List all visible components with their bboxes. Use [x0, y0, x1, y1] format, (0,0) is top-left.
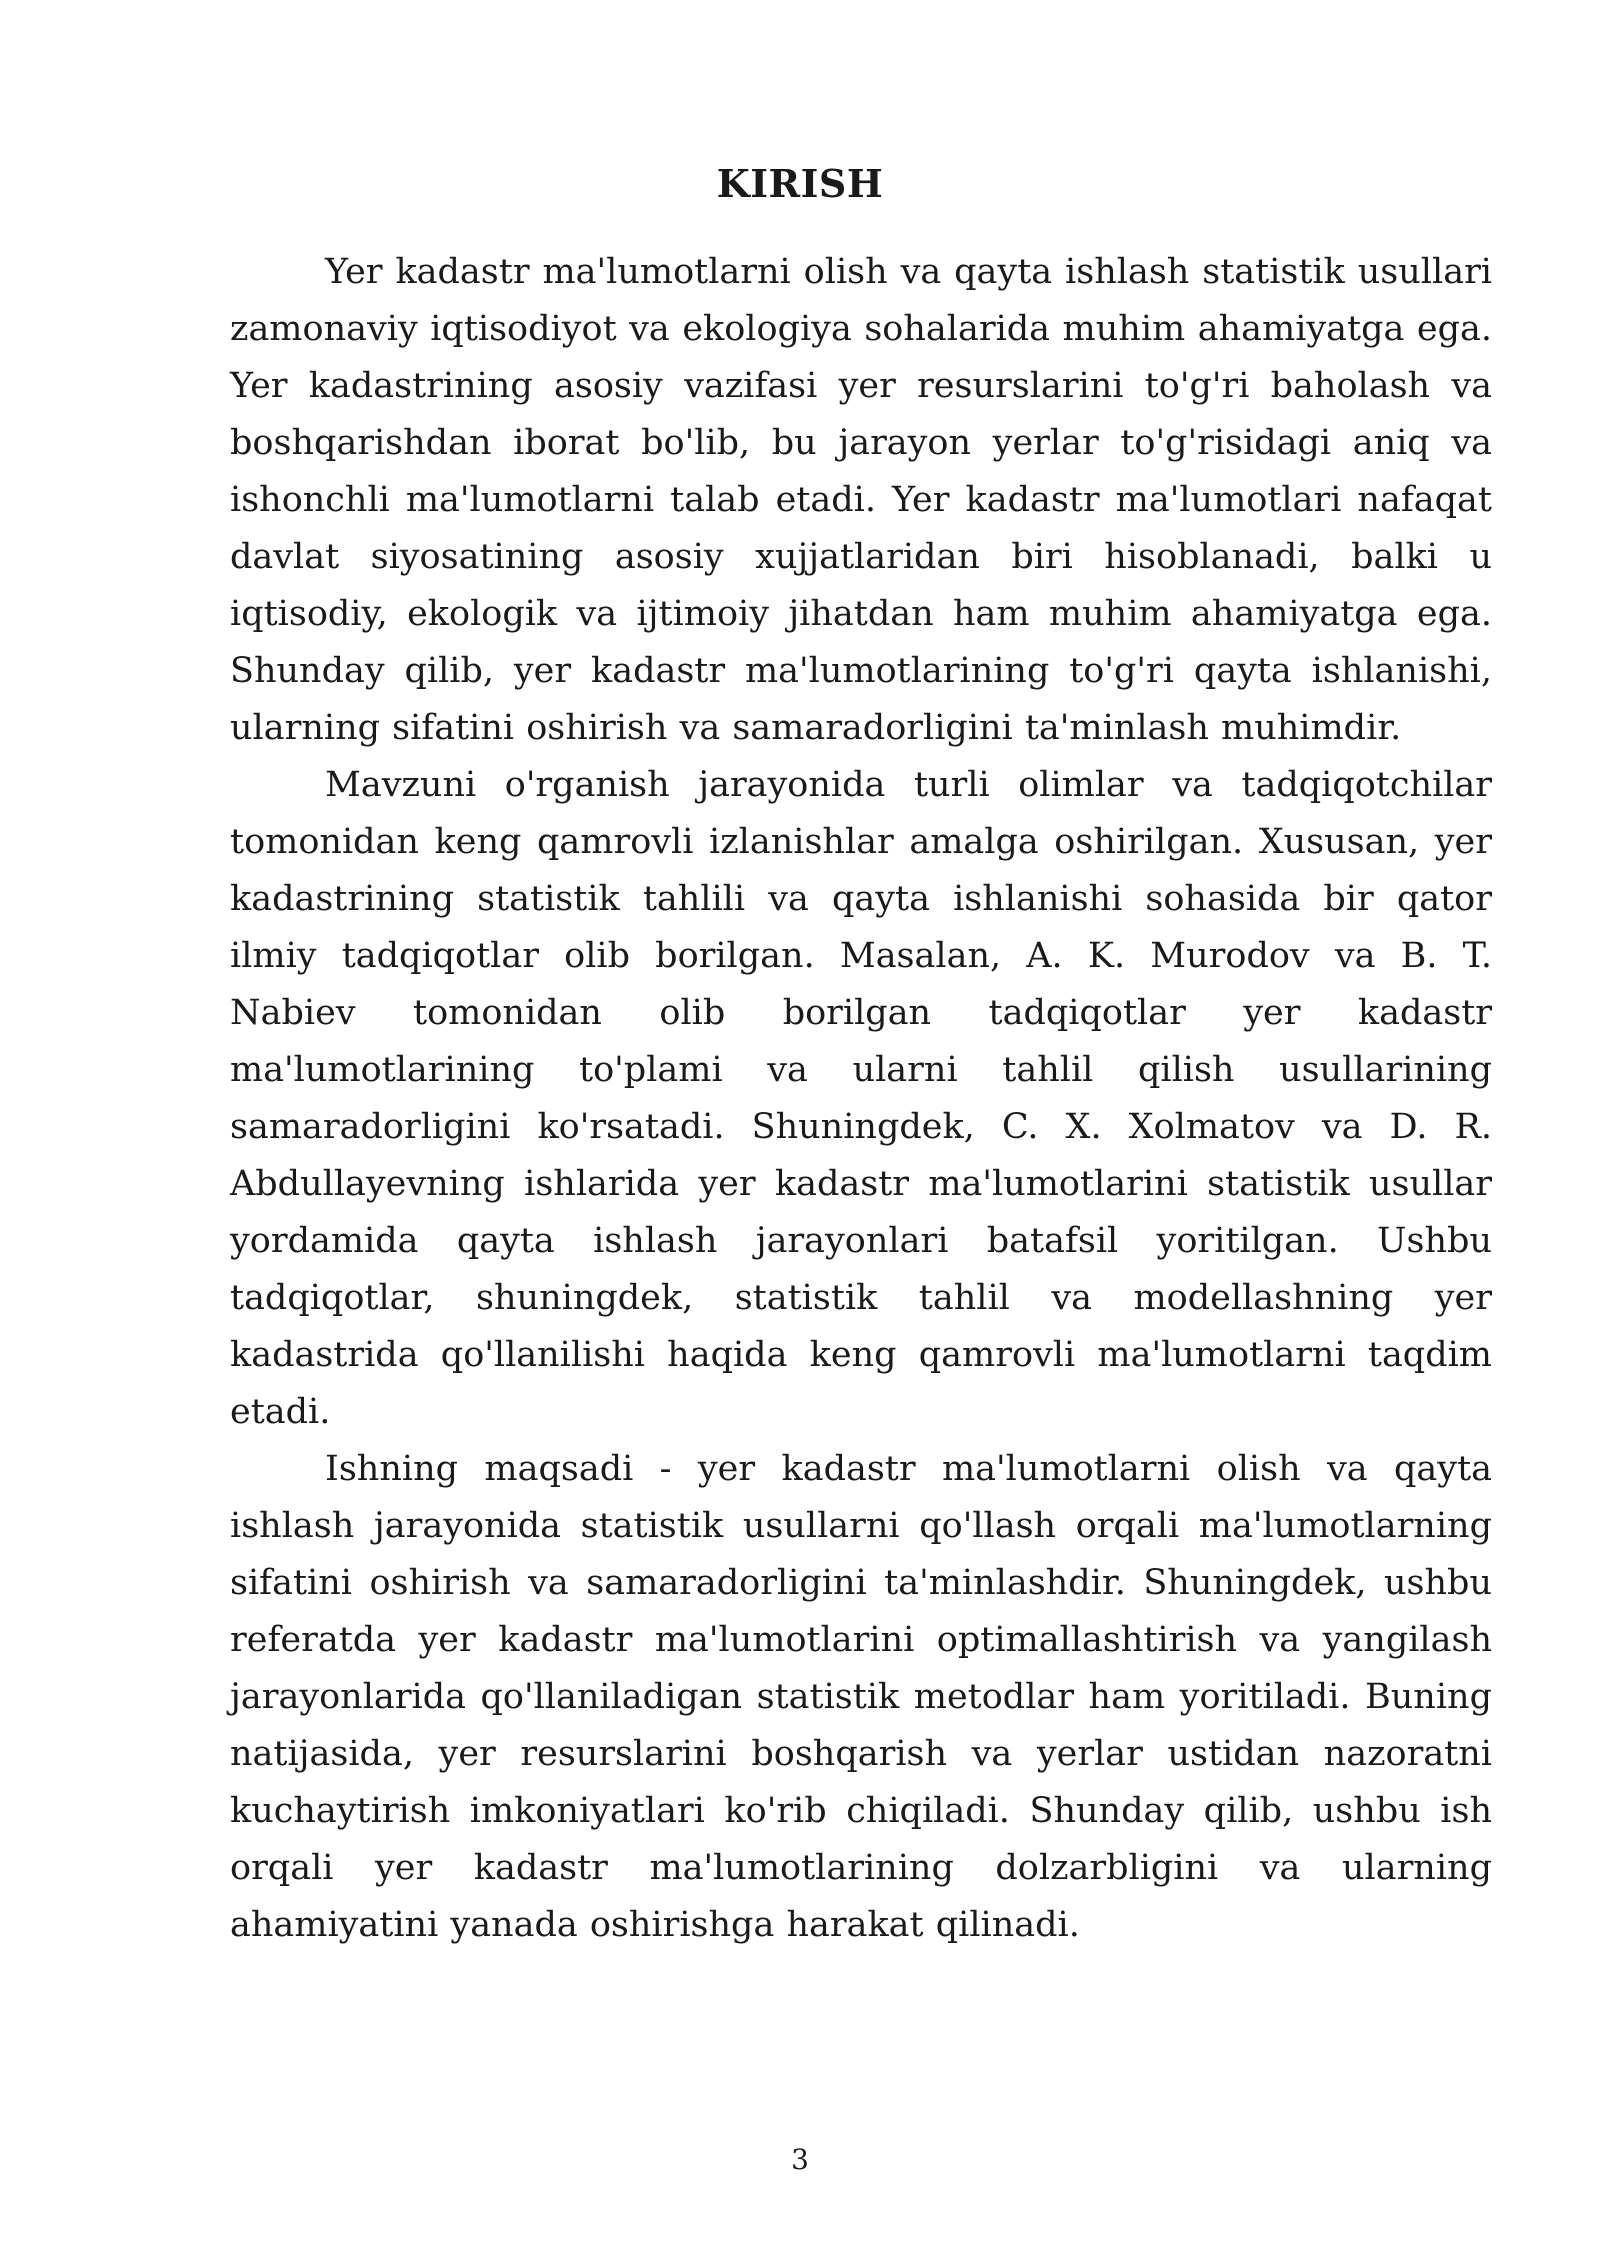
- body-text: [230, 244, 1492, 1954]
- paragraph-introduction: Yer kadastr ma'lumotlarni olish va qayta ishlash statistik usullari zamonaviy iqtisodiyot va ekologiya sohalarida muhim ahamiyatga ega. Yer kadastrining asosiy vazifasi yer resurslarini to'g'ri baholash va boshqarishdan iborat bo'lib, bu jarayon yerlar to'g'risidagi aniq va ishonchli ma'lumotlarni talab etadi. Yer kadastr ma'lumotlari nafaqat davlat siyosatining asosiy xujjatlaridan biri hisoblanadi, balki u iqtisodiy, ekologik va ijtimoiy jihatdan ham muhim ahamiyatga ega. Shunday qilib, yer kadastr ma'lumotlarining to'g'ri qayta ishlanishi, ularning sifatini oshirish va samaradorligini ta'minlash muhimdir.: [230, 252, 1492, 748]
- page-title: KIRISH: [716, 161, 884, 206]
- paragraph-literature-review: Mavzuni o'rganish jarayonida turli olimlar va tadqiqotchilar tomonidan keng qamrovli izlanishlar amalga oshirilgan. Xususan, yer kadastrining statistik tahlili va qayta ishlanishi sohasida bir qator ilmiy tadqiqotlar olib borilgan. Masalan, A. K. Murodov va B. T. Nabiev tomonidan olib borilgan tadqiqotlar yer kadastr ma'lumotlarining to'plami va ularni tahlil qilish usullarining samaradorligini ko'rsatadi. Shuningdek, C. X. Xolmatov va D. R. Abdullayevning ishlarida yer kadastr ma'lumotlarini statistik usullar yordamida qayta ishlash jarayonlari batafsil yoritilgan. Ushbu tadqiqotlar, shuningdek, statistik tahlil va modellashning yer kadastrida qo'llanilishi haqida keng qamrovli ma'lumotlarni taqdim etadi.: [230, 765, 1492, 1432]
- page-number: 3: [791, 2143, 809, 2176]
- paragraph-objective: Ishning maqsadi - yer kadastr ma'lumotlarni olish va qayta ishlash jarayonida statistik usullarni qo'llash orqali ma'lumotlarning sifatini oshirish va samaradorligini ta'minlashdir. Shuningdek, ushbu referatda yer kadastr ma'lumotlarini optimallashtirish va yangilash jarayonlarida qo'llaniladigan statistik metodlar ham yoritiladi. Buning natijasida, yer resurslarini boshqarish va yerlar ustidan nazoratni kuchaytirish imkoniyatlari ko'rib chiqiladi. Shunday qilib, ushbu ish orqali yer kadastr ma'lumotlarining dolzarbligini va ularning ahamiyatini yanada oshirishga harakat qilinadi.: [230, 1449, 1492, 1945]
